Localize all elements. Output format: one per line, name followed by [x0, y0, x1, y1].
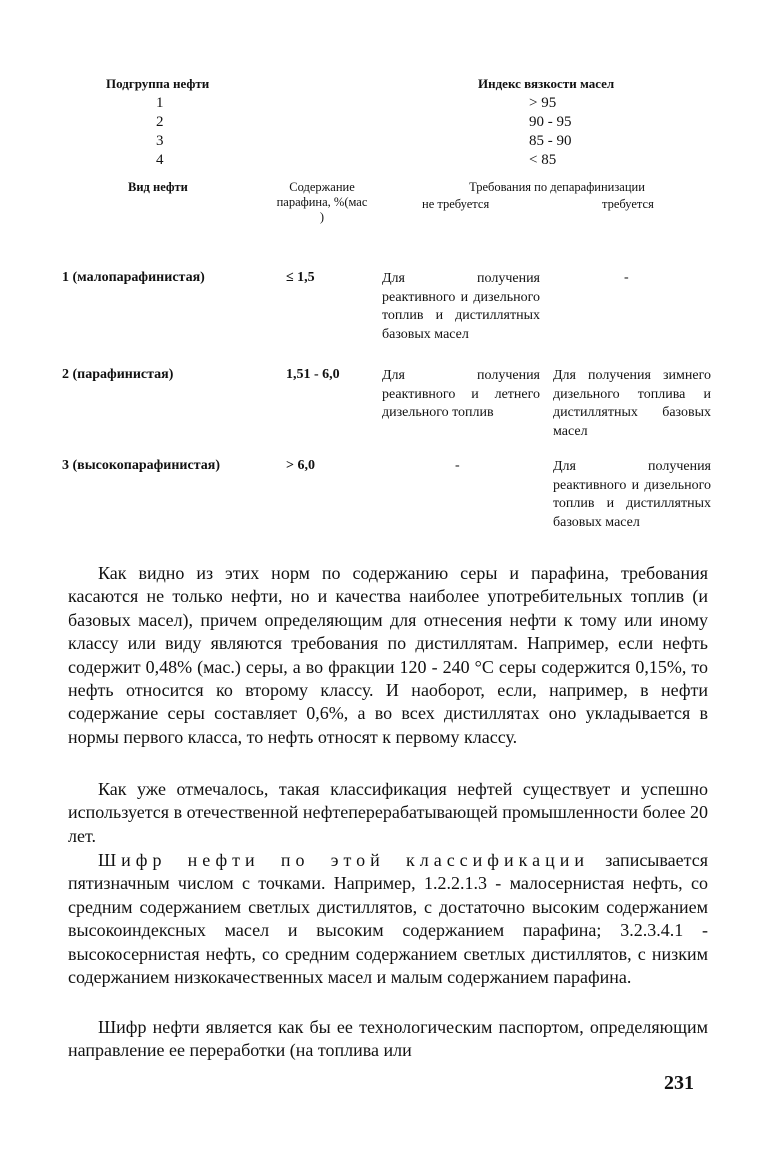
subgroup-cell: 1: [156, 95, 164, 111]
spaced-term: Шифр нефти по этой классификации: [98, 850, 589, 870]
paragraph-text: Как уже отмечалось, такая классификация нефтей существует и успешно используется в отечественной нефтеперерабатывающей промышленности более 20 лет.: [68, 779, 708, 846]
page-number: 231: [664, 1072, 694, 1094]
paragraph: [68, 1016, 708, 1063]
header-oil-type: Вид нефти: [128, 180, 188, 194]
index-cell: < 85: [529, 152, 557, 168]
paragraph-text: Шифр нефти является как бы ее технологическим паспортом, определяющим направление ее переработки (на топлива или: [68, 1017, 708, 1061]
paraffin-cell: 1,51 - 6,0: [286, 367, 340, 382]
header-viscosity-index: Индекс вязкости масел: [478, 76, 615, 91]
header-dewaxing-requirements: Требования по депарафинизации: [469, 180, 645, 194]
table-row: [62, 151, 722, 170]
header-paraffin-content: Содержание парафина, %(мас ): [276, 180, 368, 224]
paraffin-cell: > 6,0: [286, 458, 315, 473]
subgroup-cell: 3: [156, 133, 164, 149]
paraffin-cell: ≤ 1,5: [286, 270, 315, 285]
paragraph-text: Как видно из этих норм по содержанию серы и парафина, требования касаются не только нефти, но и качества наиболее употребительных топлив (и базовых масел), причем определяющим для отнесения нефти к тому или иному классу или виду являются требования по дистиллятам. Например, если нефть содержит 0,48% (мас.) серы, а во фракции 120 - 240 °С серы содержится 0,15%, то нефть относится ко второму классу. И наоборот, если, например, в нефти содержание серы составляет 0,6%, а во всех дистиллятах оно укладывается в нормы первого класса, то нефть относят к первому классу.: [68, 563, 708, 747]
index-cell: 90 - 95: [529, 114, 572, 130]
paragraph: [68, 562, 708, 749]
paragraph: [68, 849, 708, 989]
required-cell: Для получения зимнего дизельного топлива и дистиллятных базовых масел: [553, 368, 711, 439]
required-cell: Для получения реактивного и дизельного топлив и дистиллятных базовых масел: [553, 459, 711, 530]
not-required-cell: Для получения реактивного и летнего дизельного топлив: [382, 368, 540, 420]
index-cell: > 95: [529, 95, 557, 111]
oil-type-cell: 3 (высокопарафинистая): [62, 458, 220, 473]
table-row: [62, 94, 722, 113]
not-required-cell: -: [455, 458, 460, 473]
subgroup-cell: 2: [156, 114, 164, 130]
subgroup-cell: 4: [156, 152, 164, 168]
header-oil-subgroup: Подгруппа нефти: [106, 76, 210, 91]
oil-type-cell: 2 (парафинистая): [62, 367, 174, 382]
required-cell: -: [624, 270, 629, 285]
paragraph-text: записывается пятизначным числом с точками. Например, 1.2.2.1.3 - малосернистая нефть, со средним содержанием светлых дистиллятов, с достаточно высоким содержанием высокоиндексных масел и высоким содержанием парафина; 3.2.3.4.1 - высокосернистая нефть, со средним содержанием светлых дистиллятов, с низким содержанием низкокачественных масел и малым содержанием парафина.: [68, 850, 708, 988]
header-not-required: не требуется: [422, 197, 490, 211]
index-cell: 85 - 90: [529, 133, 572, 149]
not-required-cell: Для получения реактивного и дизельного топлив и дистиллятных базовых масел: [382, 271, 540, 342]
oil-type-cell: 1 (малопарафинистая): [62, 270, 205, 285]
table-row: [62, 132, 722, 151]
paragraph: [68, 778, 708, 848]
header-required: требуется: [602, 197, 654, 211]
table-row: [62, 113, 722, 132]
